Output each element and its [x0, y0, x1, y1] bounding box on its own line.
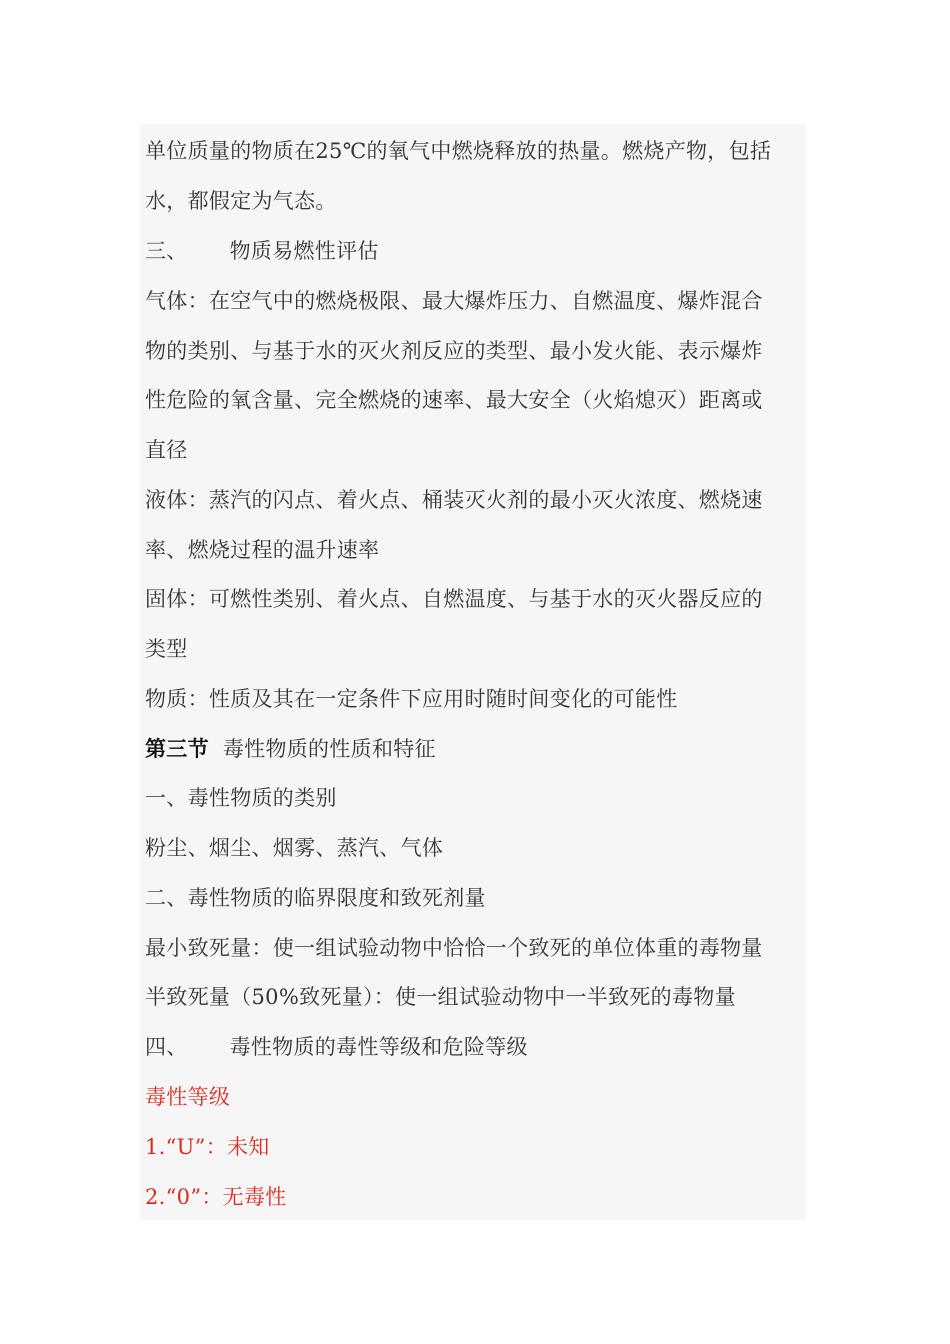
- text-line: 液体：蒸汽的闪点、着火点、桶装灭火剂的最小灭火浓度、燃烧速: [145, 488, 763, 512]
- text-line: 一、毒性物质的类别: [145, 786, 337, 810]
- section-title: 毒性物质的毒性等级和危险等级: [229, 1035, 528, 1059]
- section-title: 物质易燃性评估: [229, 239, 379, 263]
- chapter-heading: [145, 735, 436, 763]
- text-line: 气体：在空气中的燃烧极限、最大爆炸压力、自燃温度、爆炸混合: [145, 289, 763, 313]
- text-line: 水，都假定为气态。: [145, 189, 337, 213]
- text-line: 粉尘、烟尘、烟雾、蒸汽、气体: [145, 836, 444, 860]
- toxicity-grade-item: 1.“U”：未知: [145, 1135, 270, 1159]
- text-line: 物的类别、与基于水的灭火剂反应的类型、最小发火能、表示爆炸: [145, 339, 763, 363]
- text-line: 性危险的氧含量、完全燃烧的速率、最大安全（火焰熄灭）距离或: [145, 388, 763, 412]
- text-line: 二、毒性物质的临界限度和致死剂量: [145, 886, 486, 910]
- section-number: 四、: [145, 1035, 188, 1059]
- text-line: 直径: [145, 438, 188, 462]
- text-line: 率、燃烧过程的温升速率: [145, 538, 380, 562]
- chapter-number: 第三节: [145, 736, 209, 761]
- text-line: 最小致死量：使一组试验动物中恰恰一个致死的单位体重的毒物量: [145, 936, 763, 960]
- chapter-title: 毒性物质的性质和特征: [222, 737, 436, 761]
- text-line: 单位质量的物质在25℃的氧气中燃烧释放的热量。燃烧产物，包括: [145, 139, 772, 163]
- section-number: 三、: [145, 239, 188, 263]
- text-line: 半致死量（50%致死量）：使一组试验动物中一半致死的毒物量: [145, 985, 736, 1009]
- section-heading: [145, 237, 379, 265]
- section-heading: [145, 1033, 528, 1061]
- text-line: 类型: [145, 637, 188, 661]
- text-line: 固体：可燃性类别、着火点、自燃温度、与基于水的灭火器反应的: [145, 587, 763, 611]
- text-line: 物质：性质及其在一定条件下应用时随时间变化的可能性: [145, 687, 678, 711]
- toxicity-grade-item: 2.“0”：无毒性: [145, 1185, 287, 1209]
- toxicity-grade-heading: 毒性等级: [145, 1085, 231, 1109]
